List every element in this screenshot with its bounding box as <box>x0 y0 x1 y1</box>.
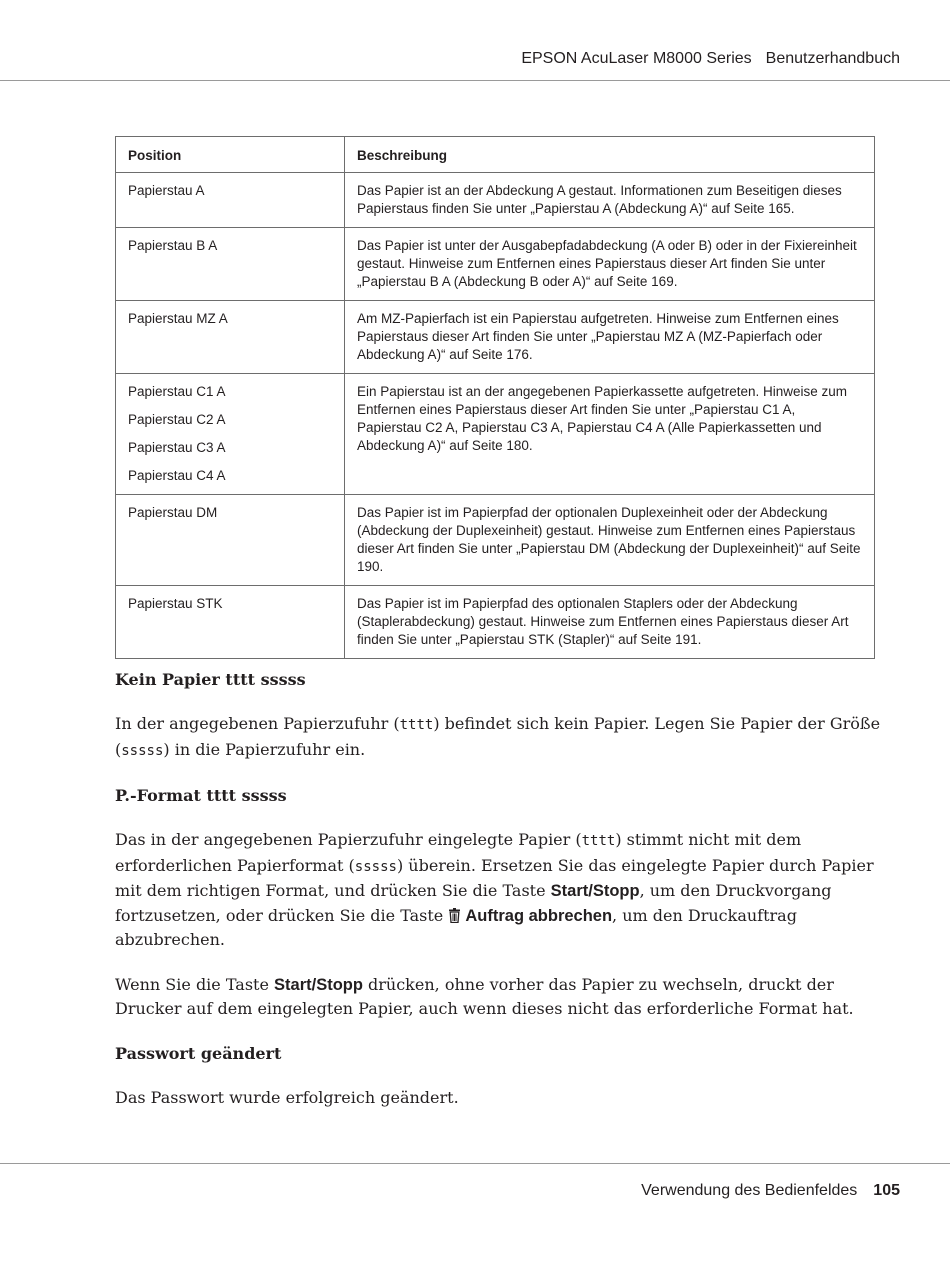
position-label: Papierstau C1 A <box>128 384 226 399</box>
main-content <box>115 668 885 1130</box>
text: ) überein. Ersetzen Sie das eingelegte Papier durch Papier mit dem richtigen Format, und drücken Sie die Taste <box>115 855 874 900</box>
text: drücken, ohne vorher das Papier zu wechseln, druckt der Drucker auf dem eingelegten Papier, auch wenn dieses nicht das erforderliche Format hat. <box>115 974 854 1018</box>
footer-rule <box>0 1163 950 1164</box>
text: , um den Druckauftrag abzubrechen. <box>115 905 797 949</box>
trash-icon <box>448 908 461 923</box>
description-cell: Das Papier ist an der Abdeckung A gestaut. Informationen zum Beseitigen dieses Papierstaus finden Sie unter „Papierstau A (Abdeckung A)“ auf Seite 165. <box>345 173 875 228</box>
error-position-table <box>115 136 875 659</box>
table-row <box>116 173 875 228</box>
table-row <box>116 586 875 659</box>
table-header-row <box>116 137 875 173</box>
text: ) in die Papierzufuhr ein. <box>163 739 366 759</box>
position-cell <box>116 228 345 301</box>
position-cell <box>116 374 345 495</box>
page-number: 105 <box>873 1182 900 1199</box>
code-size: sssss <box>354 858 397 875</box>
table-row <box>116 301 875 374</box>
paragraph-start-stopp-note <box>115 973 885 1021</box>
paragraph-passwort: Das Passwort wurde erfolgreich geändert. <box>115 1087 459 1107</box>
header-manual-title: Benutzerhandbuch <box>765 50 900 67</box>
text: Wenn Sie die Taste <box>115 974 275 994</box>
position-label: Papierstau C3 A <box>128 440 226 455</box>
table-row <box>116 374 875 495</box>
position-cell <box>116 173 345 228</box>
key-start-stopp: Start/Stopp <box>274 975 363 994</box>
section-title-p-format: P.-Format tttt sssss <box>115 786 287 805</box>
position-label: Papierstau B A <box>128 238 218 253</box>
text: Das in der angegebenen Papierzufuhr eingelegte Papier ( <box>115 830 582 849</box>
position-label: Papierstau C2 A <box>128 412 226 427</box>
code-tray: tttt <box>581 833 616 849</box>
footer-section-title: Verwendung des Bedienfeldes <box>641 1182 858 1199</box>
column-header-description: Beschreibung <box>345 137 875 173</box>
text: ) befindet sich kein Papier. Legen Sie Papier der Größe ( <box>115 714 881 759</box>
position-label: Papierstau MZ A <box>128 311 228 326</box>
page-header <box>0 0 950 81</box>
page-footer <box>641 1182 900 1200</box>
description-cell: Das Papier ist im Papierpfad der optionalen Duplexeinheit oder der Abdeckung (Abdeckung der Duplexeinheit) gestaut. Hinweise zum Entfernen eines Papierstaus dieser Art finden Sie unter „Papierstau DM (Abdeckung der Duplexeinheit)“ auf Seite 190. <box>345 495 875 586</box>
position-label: Papierstau C4 A <box>128 468 226 483</box>
table-body <box>116 173 875 659</box>
text: In der angegebenen Papierzufuhr ( <box>115 714 400 733</box>
position-cell <box>116 495 345 586</box>
column-header-position: Position <box>116 137 345 173</box>
paragraph-kein-papier <box>115 712 885 763</box>
description-cell: Am MZ-Papierfach ist ein Papierstau aufgetreten. Hinweise zum Entfernen eines Papierstaus dieser Art finden Sie unter „Papierstau MZ A (MZ-Papierfach oder Abdeckung A)“ auf Seite 176. <box>345 301 875 374</box>
table-row <box>116 495 875 586</box>
key-auftrag-abbrechen: Auftrag abbrechen <box>465 906 613 925</box>
section-title-kein-papier: Kein Papier tttt sssss <box>115 670 306 689</box>
description-cell: Das Papier ist im Papierpfad des optionalen Staplers oder der Abdeckung (Staplerabdeckung) gestaut. Hinweise zum Entfernen eines Papierstaus dieser Art finden Sie unter „Papierstau STK (Stapler)“ auf Seite 191. <box>345 586 875 659</box>
code-tray: tttt <box>399 717 434 733</box>
paragraph-p-format <box>115 828 885 952</box>
position-cell <box>116 586 345 659</box>
table-row <box>116 228 875 301</box>
header-product: EPSON AcuLaser M8000 Series <box>521 50 752 67</box>
text: , um den Druckvorgang fortzusetzen, oder drücken Sie die Taste <box>115 881 832 925</box>
position-label: Papierstau DM <box>128 505 218 520</box>
description-cell: Das Papier ist unter der Ausgabepfadabdeckung (A oder B) oder in der Fixiereinheit gestaut. Hinweise zum Entfernen eines Papierstaus dieser Art finden Sie unter „Papierstau B A (Abdeckung B oder A)“ auf Seite 169. <box>345 228 875 301</box>
key-start-stopp: Start/Stopp <box>550 882 640 900</box>
header-text <box>521 50 900 68</box>
code-size: sssss <box>121 742 164 759</box>
position-label: Papierstau STK <box>128 596 223 611</box>
position-cell <box>116 301 345 374</box>
description-cell: Ein Papierstau ist an der angegebenen Papierkassette aufgetreten. Hinweise zum Entfernen eines Papierstaus dieser Art finden Sie unter „Papierstau C1 A, Papierstau C2 A, Papierstau C3 A, Papierstau C4 A (Alle Papierkassetten und Abdeckung A)“ auf Seite 180. <box>345 374 875 495</box>
text: ) stimmt nicht mit dem erforderlichen Papierformat ( <box>115 830 802 875</box>
position-label: Papierstau A <box>128 183 205 198</box>
section-title-passwort: Passwort geändert <box>115 1043 282 1063</box>
